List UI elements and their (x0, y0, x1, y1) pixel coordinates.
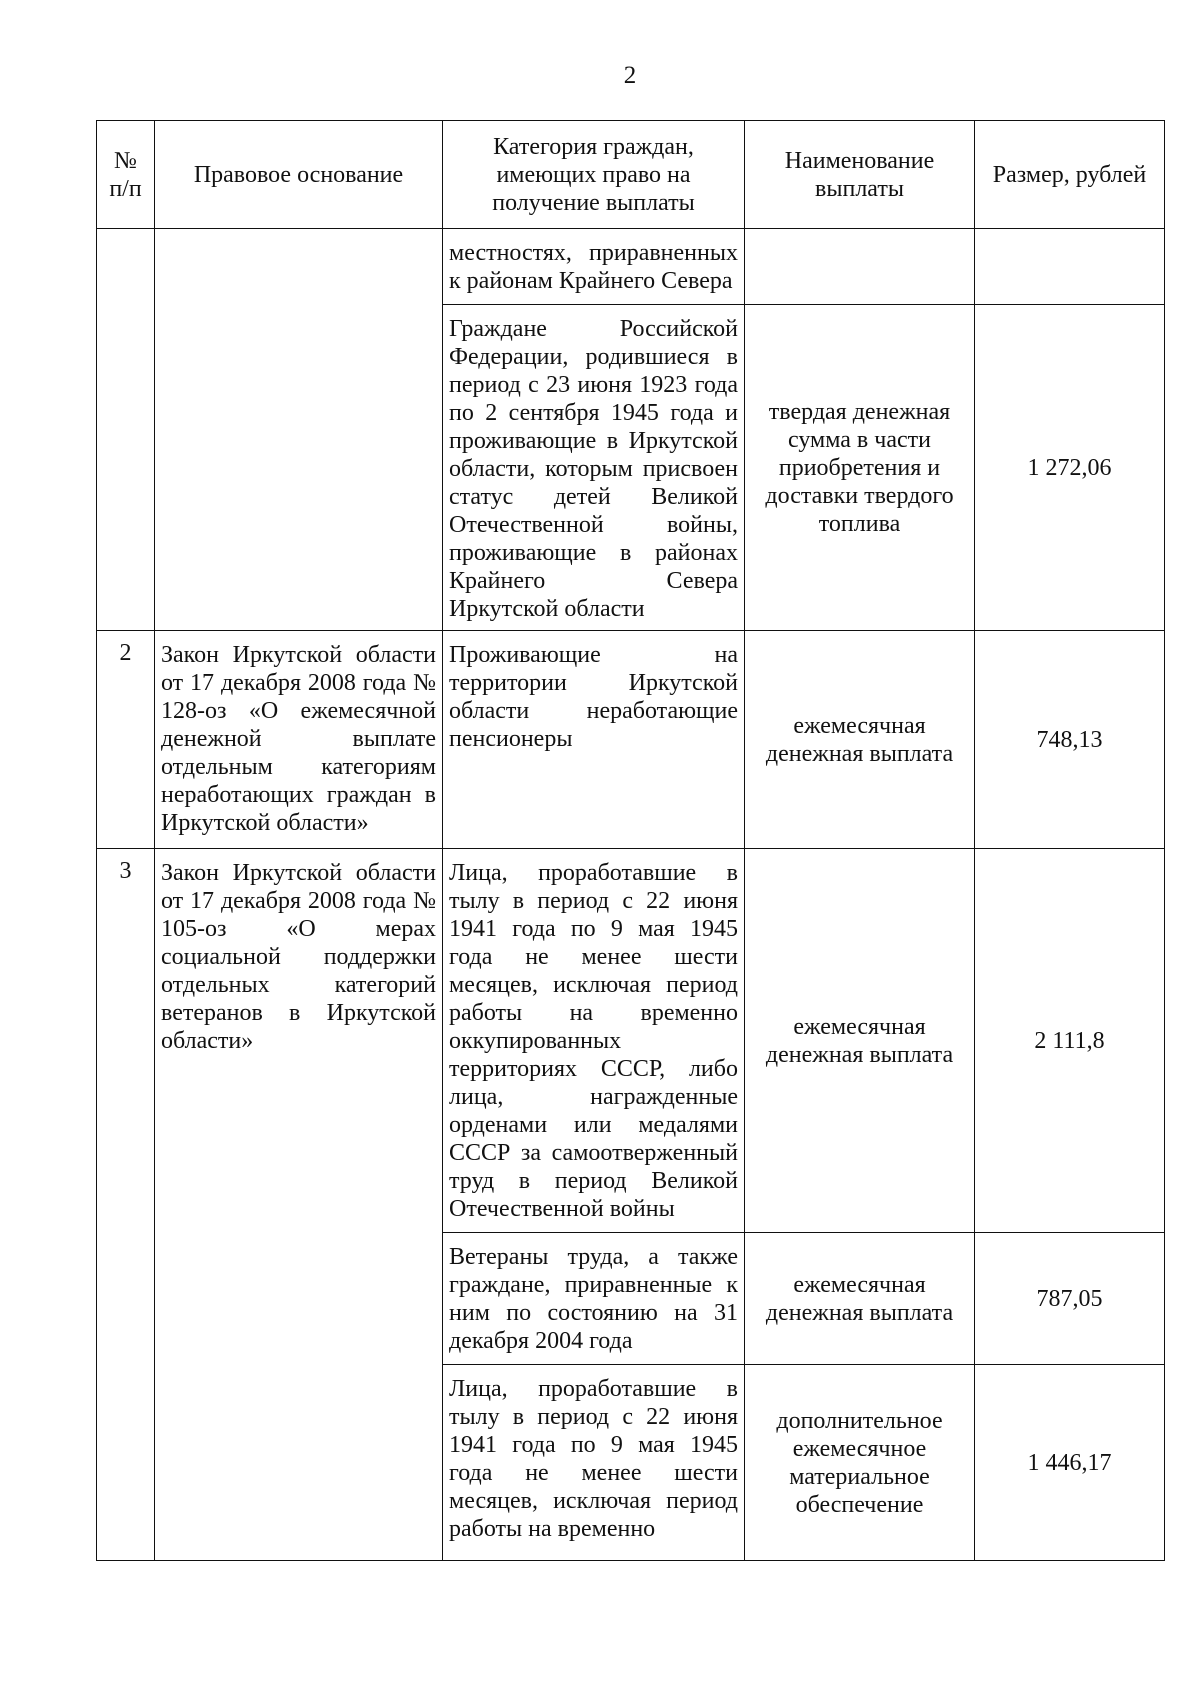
row-category-cell: Граждане Российской Федерации, родившиеся в период с 23 июня 1923 года по 2 сентября 1945 года и проживающие в Иркутской области, которым присвоен статус детей Великой Отечественной войны, проживающие в районах Крайнего Севера Иркутской области (443, 305, 745, 631)
row-amount-cell: 748,13 (975, 631, 1165, 849)
page-number: 2 (623, 62, 637, 89)
row-amount-cell (975, 229, 1165, 305)
table-row (97, 631, 1165, 849)
payments-table (96, 120, 1165, 1561)
row-category-cell: Лица, проработавшие в тылу в период с 22 июня 1941 года по 9 мая 1945 года не менее шести месяцев, исключая период работы на временно оккупированных территориях СССР, либо лица, награжденные орденами или медалями СССР за самоотверженный труд в период Великой Отечественной войны (443, 849, 745, 1233)
row-payment-cell: ежемесячная денежная выплата (745, 631, 975, 849)
row-payment-cell: ежемесячная денежная выплата (745, 1233, 975, 1365)
table-row (97, 229, 1165, 305)
header-num: № п/п (97, 121, 155, 229)
row-num-cell: 3 (97, 849, 155, 1561)
row-amount-cell: 1 272,06 (975, 305, 1165, 631)
row-category-cell: Ветераны труда, а также граждане, приравненные к ним по состоянию на 31 декабря 2004 года (443, 1233, 745, 1365)
row-payment-cell: твердая денежная сумма в части приобретения и доставки твердого топлива (745, 305, 975, 631)
row-basis-cell: Закон Иркутской области от 17 декабря 2008 года № 105-оз «О мерах социальной поддержки отдельных категорий ветеранов в Иркутской области» (155, 849, 443, 1561)
row-basis-cell (155, 229, 443, 631)
row-num-cell (97, 229, 155, 631)
table-header-row (97, 121, 1165, 229)
row-category-cell: Лица, проработавшие в тылу в период с 22 июня 1941 года по 9 мая 1945 года не менее шести месяцев, исключая период работы на временно (443, 1365, 745, 1561)
header-basis: Правовое основание (155, 121, 443, 229)
header-amount: Размер, рублей (975, 121, 1165, 229)
header-category: Категория граждан, имеющих право на получение выплаты (443, 121, 745, 229)
row-payment-cell: ежемесячная денежная выплата (745, 849, 975, 1233)
row-amount-cell: 787,05 (975, 1233, 1165, 1365)
row-payment-cell (745, 229, 975, 305)
table-row (97, 849, 1165, 1233)
row-amount-cell: 2 111,8 (975, 849, 1165, 1233)
row-num-cell: 2 (97, 631, 155, 849)
row-amount-cell: 1 446,17 (975, 1365, 1165, 1561)
header-payment: Наименование выплаты (745, 121, 975, 229)
row-payment-cell: дополнительное ежемесячное материальное обеспечение (745, 1365, 975, 1561)
row-basis-cell: Закон Иркутской области от 17 декабря 2008 года № 128-оз «О ежемесячной денежной выплате отдельным категориям неработающих граждан в Иркутской области» (155, 631, 443, 849)
row-category-cell: местностях, приравненных к районам Крайнего Севера (443, 229, 745, 305)
row-category-cell: Проживающие на территории Иркутской области неработающие пенсионеры (443, 631, 745, 849)
